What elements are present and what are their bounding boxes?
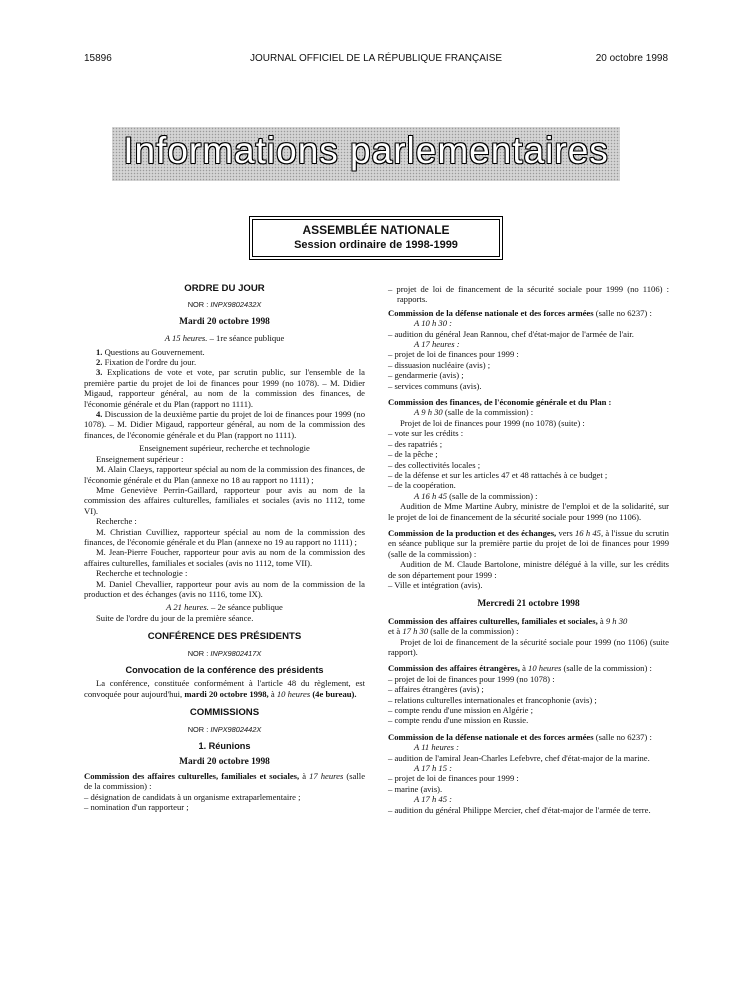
budget-section-title: Enseignement supérieur, recherche et technologie [139,443,310,454]
list-item: – de la pêche ; [388,449,438,460]
agenda-text: Projet de loi de financement de la sécurité sociale pour 1999 (no 1106) (suite rapport). [388,636,669,657]
time-label: A 10 h 30 : [414,318,453,329]
list-item: – audition de l'amiral Jean-Charles Lefebvre, chef d'état-major de la marine. [388,752,650,763]
page-number: 15896 [84,53,112,64]
time-label: A 11 heures : [414,742,459,753]
convocation-title: Convocation de la conférence des présidents [125,665,324,675]
rapporteur-entry: M. Christian Cuvilliez, rapporteur spécial au nom de la commission des finances, de l'économie générale et du Plan (annexe no 19 au rapport no 1111) ; [84,526,365,547]
journal-title: JOURNAL OFFICIEL DE LA RÉPUBLIQUE FRANÇAISE [249,53,503,64]
assembly-box [252,219,500,257]
rapporteur-entry: Mme Geneviève Perrin-Gaillard, rapporteur pour avis au nom de la commission des affaires culturelles, familiales et sociales (avis no 1112, tome VI). [84,484,365,516]
commission-entry: Commission de la défense nationale et des forces armées (salle no 6237) : [388,307,652,318]
commission-entry: Commission de la production et des échanges, vers 16 h 45, à l'issue du scrutin en séance publique sur la première partie du projet de loi de finances pour 1999 (salle de la commission) : [388,527,669,559]
agenda-item-4: 4. Discussion de la deuxième partie du projet de loi de finances pour 1999 (no 1078). – M. Didier Migaud, rapporteur général, au nom de la commission des finances, de l'économie générale et du Plan (rapport no 1111). [84,409,365,440]
list-item: – affaires étrangères (avis) ; [388,684,484,695]
date-heading: Mardi 20 octobre 1998 [179,316,270,327]
list-item: – projet de loi de financement de la sécurité sociale pour 1999 (no 1106) : rapports. [388,284,669,305]
banner-title: Informations parlementaires [123,130,609,171]
commission-entry: Commission des affaires culturelles, familiales et sociales, à 9 h 30 et à 17 h 30 (salle de la commission) : [388,615,628,637]
time-label: A 16 h 45 (salle de la commission) : [414,490,538,501]
time-label: A 17 h 15 : [414,763,453,774]
list-item: – projet de loi de finances pour 1999 (no 1078) : [388,673,555,684]
list-item: – de la coopération. [388,480,456,491]
conference-nor: NOR : INPX9802417X [187,648,262,658]
list-item: – projet de loi de finances pour 1999 : [388,349,519,360]
list-item: – gendarmerie (avis) ; [388,370,464,381]
seance-1: A 15 heures. – 1re séance publique [164,333,285,344]
list-item: – marine (avis). [388,783,443,794]
subsection-label: Recherche : [96,516,137,527]
commission-date-heading: Mardi 20 octobre 1998 [179,757,270,768]
ordre-du-jour-title: ORDRE DU JOUR [184,283,265,294]
list-item: – vote sur les crédits : [388,428,464,439]
rapporteur-entry: M. Jean-Pierre Foucher, rapporteur pour avis au nom de la commission des affaires culturelles, familiales et sociales (avis no 1112, tome VII). [84,547,365,568]
list-item: – des rapatriés ; [388,438,443,449]
agenda-text: Projet de loi de finances pour 1999 (no 1078) (suite) : [400,417,585,428]
commission-entry: Commission des finances, de l'économie générale et du Plan : [388,397,612,408]
date-heading: Mercredi 21 octobre 1998 [477,599,580,610]
agenda-text: Audition de M. Claude Bartolone, ministre délégué à la ville, sur les crédits de son département pour 1999 : [388,559,669,580]
ordre-nor: NOR : INPX9802432X [187,300,262,310]
section-banner [112,127,620,181]
time-label: A 17 h 45 : [414,794,453,805]
subsection-label: Recherche et technologie : [96,568,188,579]
rapporteur-entry: M. Daniel Chevallier, rapporteur pour avis au nom de la commission de la production et des échanges (avis no 1116, tome IX). [84,578,365,599]
conference-title: CONFÉRENCE DES PRÉSIDENTS [147,631,302,643]
list-item: – dissuasion nucléaire (avis) ; [388,359,491,370]
commissions-nor: NOR : INPX9802442X [187,724,262,734]
list-item: – services communs (avis). [388,380,482,391]
agenda-item-2: 2. Fixation de l'ordre du jour. [96,357,197,368]
seance-2-text: Suite de l'ordre du jour de la première séance. [96,612,254,623]
list-item: – compte rendu d'une mission en Algérie ; [388,705,533,716]
left-column [84,284,365,812]
page-header [84,53,668,67]
list-item: – de la défense et sur les articles 47 et 48 rattachés à ce budget ; [388,469,608,480]
commission-entry: Commission des affaires étrangères, à 10 heures (salle de la commission) : [388,663,652,674]
commission-entry: Commission des affaires culturelles, familiales et sociales, à 17 heures (salle de la commission) : [84,770,366,792]
seance-2: A 21 heures. – 2e séance publique [166,602,283,613]
time-label: A 17 heures : [414,339,460,350]
rapporteur-entry: M. Alain Claeys, rapporteur spécial au nom de la commission des finances, de l'économie générale et du Plan (annexe no 18 au rapport no 1111) ; [84,464,365,485]
time-label: A 9 h 30 (salle de la commission) : [414,407,534,418]
right-column [388,284,669,815]
list-item: – relations culturelles internationales et francophonie (avis) ; [388,694,597,705]
list-item: – désignation de candidats à un organisme extraparlementaire ; [84,791,301,802]
agenda-text: Audition de Mme Martine Aubry, ministre de l'emploi et de la solidarité, sur le projet de loi de financement de la sécurité sociale pour 1999 (no 1106). [388,501,669,522]
list-item: – audition du général Jean Rannou, chef d'état-major de l'armée de l'air. [388,328,634,339]
session-name: Session ordinaire de 1998-1999 [294,239,458,251]
issue-date: 20 octobre 1998 [595,53,668,64]
commission-entry: Commission de la défense nationale et des forces armées (salle no 6237) : [388,731,652,742]
reunions-title: 1. Réunions [198,741,251,752]
commissions-title: COMMISSIONS [189,707,260,719]
list-item: – des collectivités locales ; [388,459,481,470]
subsection-label: Enseignement supérieur : [96,453,184,464]
convocation-text: La conférence, constituée conformément à l'article 48 du règlement, est convoquée pour aujourd'hui, mardi 20 octobre 1998, à 10 heures (4e bureau). [84,678,365,699]
list-item: – projet de loi de finances pour 1999 : [388,773,519,784]
agenda-item-3: 3. Explications de vote et vote, par scrutin public, sur l'ensemble de la première partie du projet de loi de finances pour 1999 (no 1078). – M. Didier Migaud, rapporteur général, au nom de la commission des finances, de l'économie générale et du Plan (rapport no 1111). [84,367,365,409]
list-item: – Ville et intégration (avis). [388,579,483,590]
agenda-item-1: 1. Questions au Gouvernement. [96,346,205,357]
assembly-name: ASSEMBLÉE NATIONALE [302,223,450,237]
list-item: – audition du général Philippe Mercier, chef d'état-major de l'armée de terre. [388,804,651,815]
list-item: – nomination d'un rapporteur ; [84,802,189,813]
list-item: – compte rendu d'une mission en Russie. [388,715,529,726]
